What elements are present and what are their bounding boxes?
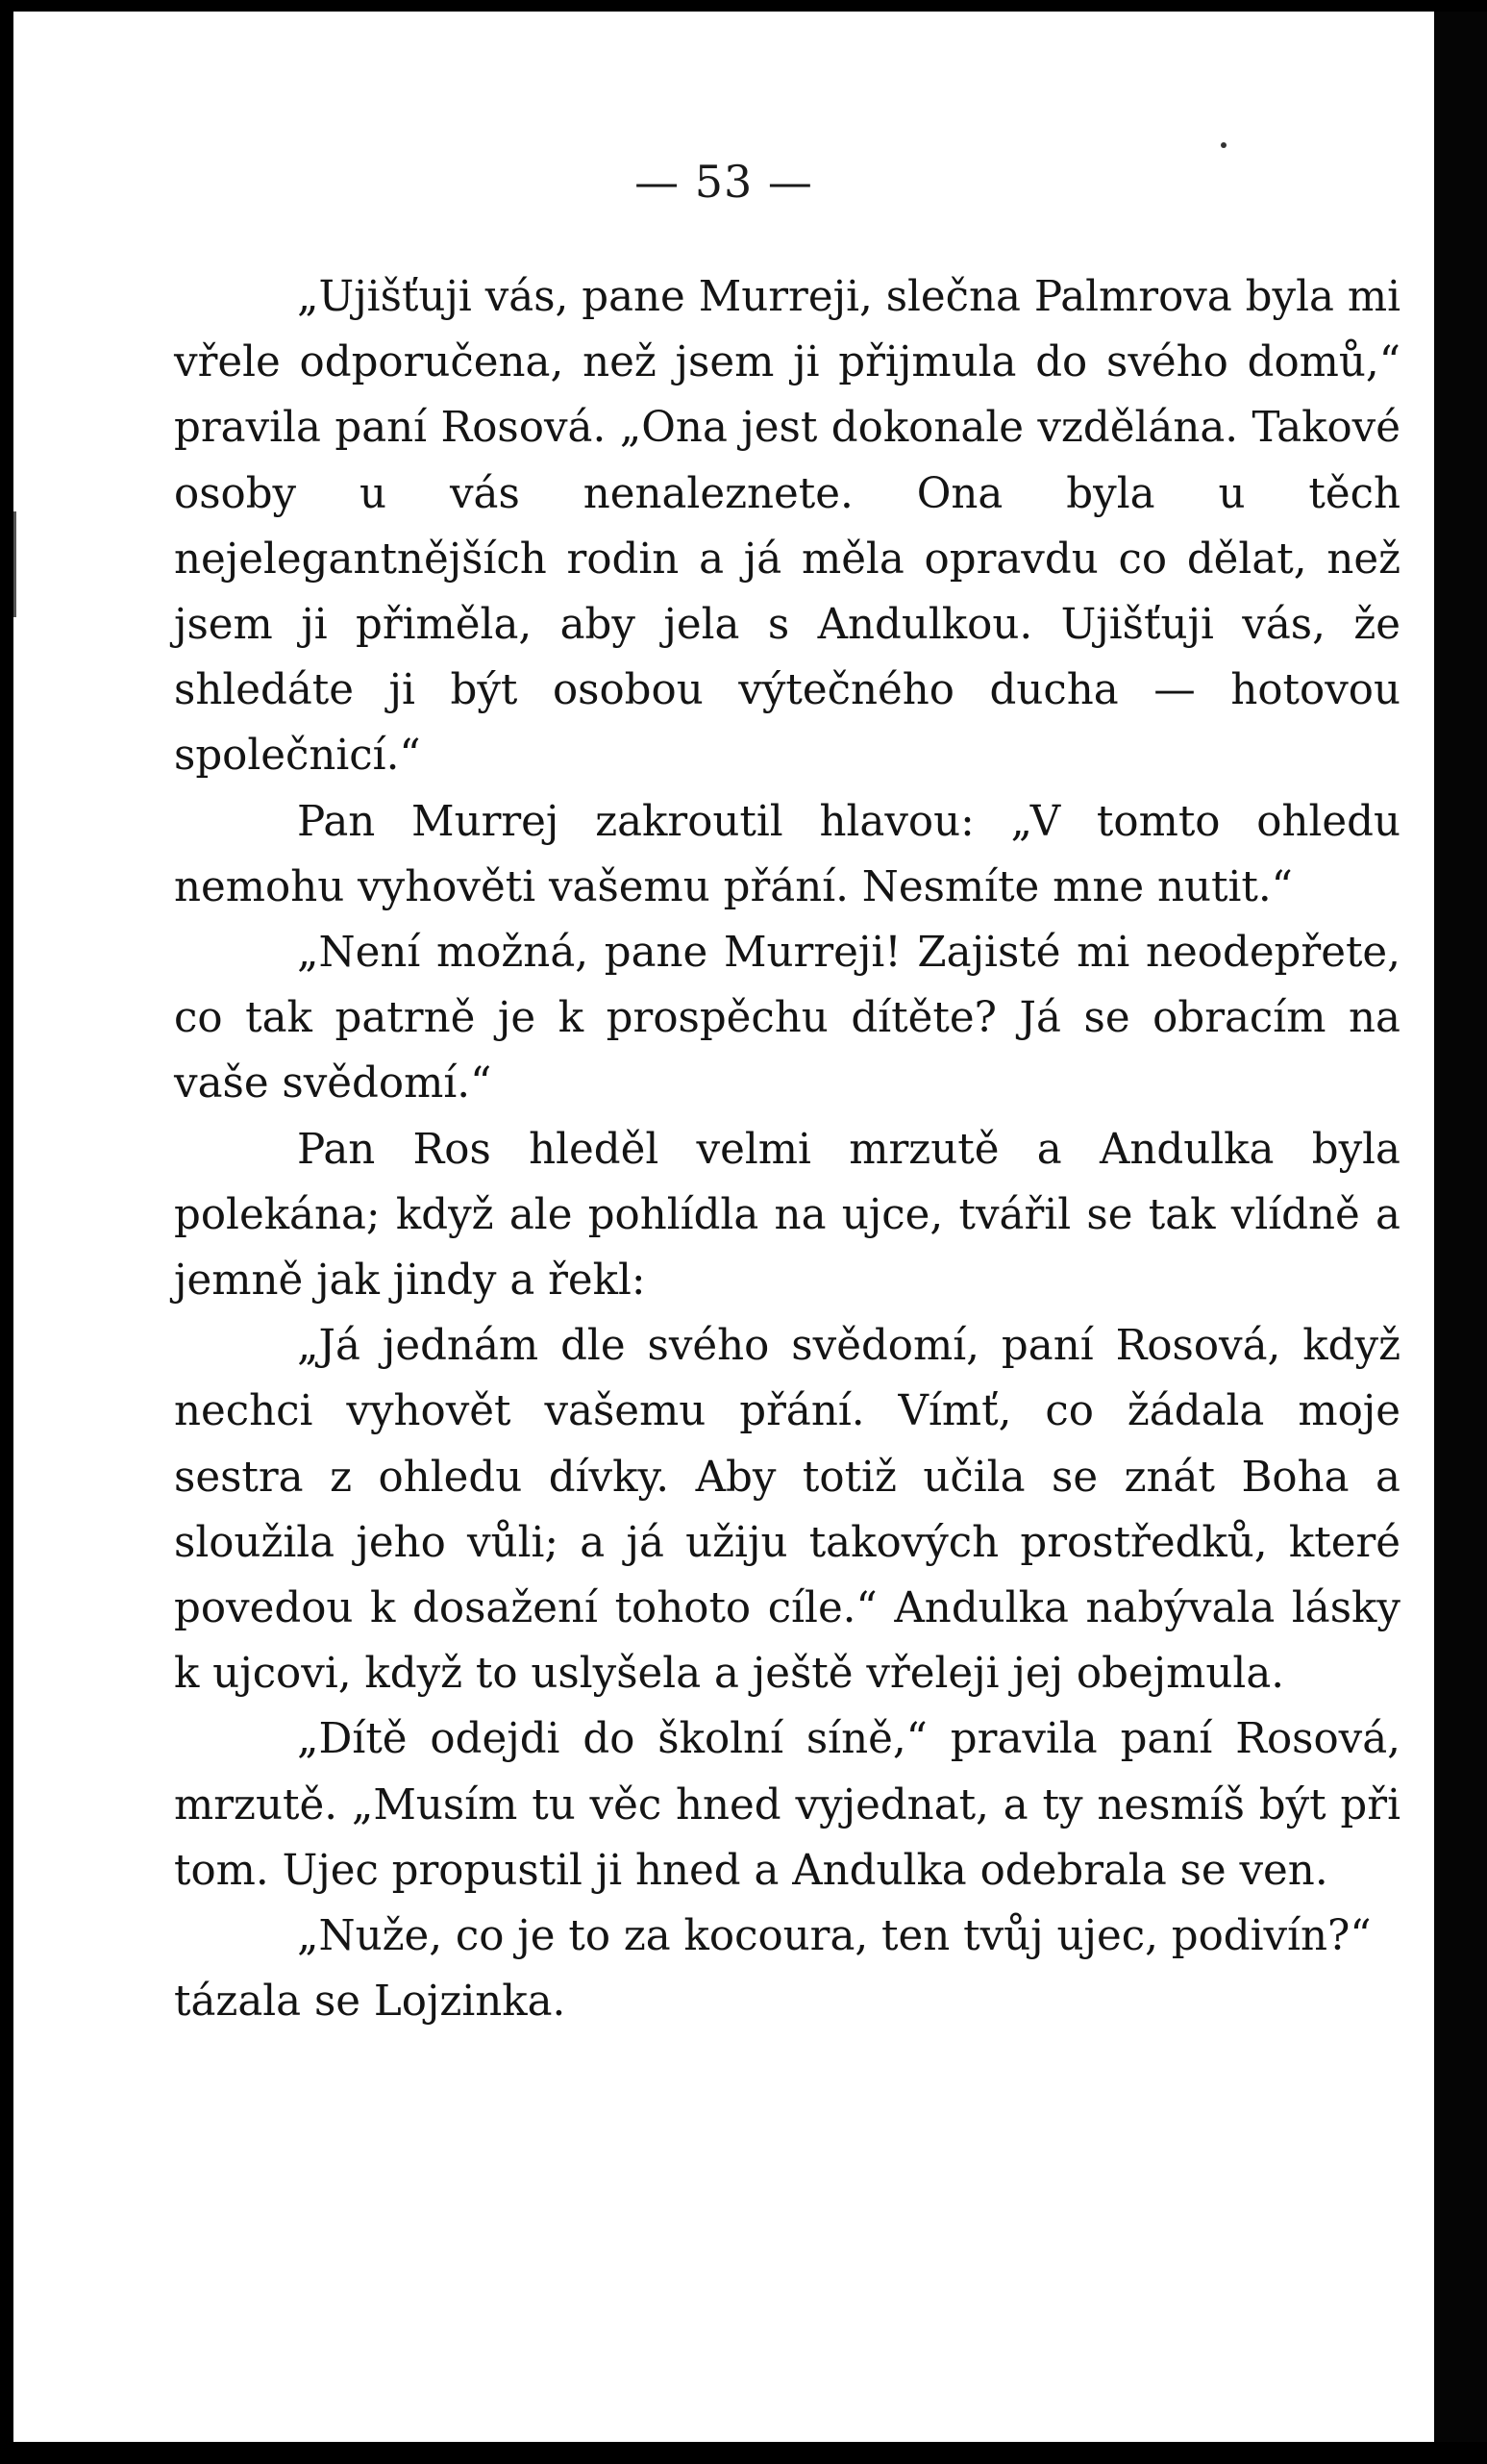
- scan-border-right: [1434, 12, 1487, 2442]
- book-page: [13, 12, 1434, 2442]
- paragraph: „Ujišťuji vás, pane Murreji, slečna Palmrova byla mi vřele odporučena, než jsem ji přijmula do svého domů,“ pravila paní Rosová. „Ona jest dokonale vzdělána. Takové osoby u vás nenaleznete. Ona byla u těch nejelegantnějších rodin a já měla opravdu co dělat, než jsem ji přiměla, aby jela s Andulkou. Ujišťuji vás, že shledáte ji být osobou výtečného ducha — hotovou společnicí.“: [174, 273, 1400, 781]
- body-text: [174, 264, 1400, 2034]
- scan-border-left: [0, 0, 13, 2464]
- paragraph: „Není možná, pane Murreji! Zajisté mi neodepřete, co tak patrně je k prospěchu dítěte? Já se obracím na vaše svědomí.“: [174, 929, 1400, 1108]
- paragraph: „Dítě odejdi do školní síně,“ pravila paní Rosová, mrzutě. „Musím tu věc hned vyjednat, a ty nesmíš být při tom. Ujec propustil ji hned a Andulka odebrala se ven.: [174, 1715, 1400, 1895]
- page-number: — 53 —: [634, 156, 813, 208]
- paragraph: „Já jednám dle svého svědomí, paní Rosová, když nechci vyhovět vašemu přání. Vímť, co žádala moje sestra z ohledu dívky. Aby totiž učila se znát Boha a sloužila jeho vůli; a já užiju takových prostředků, které povedou k dosažení tohoto cíle.“ Andulka nabývala lásky k ujcovi, když to uslyšela a ještě vřeleji jej obejmula.: [174, 1322, 1400, 1699]
- scan-speck: [1221, 142, 1227, 148]
- scan-border-bottom: [0, 2442, 1487, 2464]
- margin-mark: [13, 511, 16, 617]
- paragraph: Pan Ros hleděl velmi mrzutě a Andulka byla polekána; když ale pohlídla na ujce, tvářil se tak vlídně a jemně jak jindy a řekl:: [174, 1125, 1400, 1306]
- paragraph: Pan Murrej zakroutil hlavou: „V tomto ohledu nemohu vyhověti vašemu přání. Nesmíte mne nutit.“: [174, 797, 1400, 911]
- paragraph: „Nuže, co je to za kocoura, ten tvůj ujec, podivín?“ tázala se Lojzinka.: [174, 1912, 1372, 2027]
